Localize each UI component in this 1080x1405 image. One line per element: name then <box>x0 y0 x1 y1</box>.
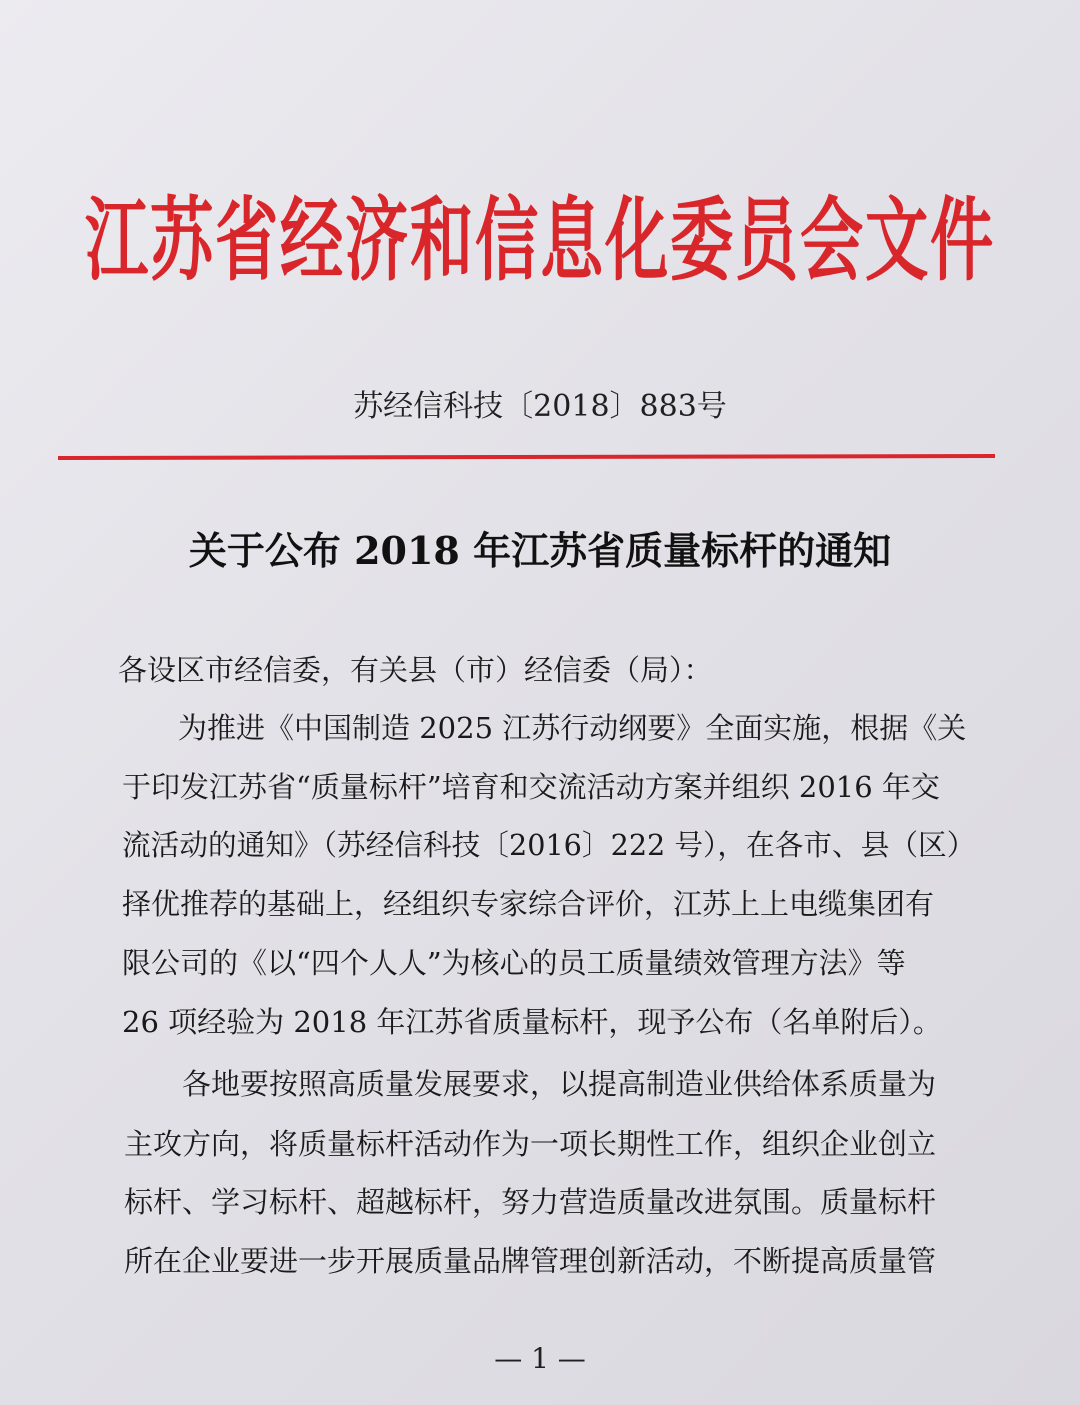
paragraph1-line: 为推进《中国制造 2025 江苏行动纲要》全面实施，根据《关 <box>178 711 967 745</box>
document-number: 苏经信科技〔2018〕883号 <box>353 389 727 424</box>
red-separator-line <box>58 454 995 460</box>
paragraph2-line: 各地要按照高质量发展要求，以提高制造业供给体系质量为 <box>182 1067 937 1101</box>
paragraph1-line: 26 项经验为 2018 年江苏省质量标杆，现予公布（名单附后）。 <box>122 1005 942 1039</box>
salutation: 各设区市经信委，有关县（市）经信委（局）： <box>118 653 713 687</box>
notice-title: 关于公布 2018 年江苏省质量标杆的通知 <box>188 528 892 573</box>
paragraph2-line: 主攻方向，将质量标杆活动作为一项长期性工作，组织企业创立 <box>124 1127 937 1161</box>
paragraph1-line: 限公司的《以“四个人人”为核心的员工质量绩效管理方法》等 <box>122 946 906 980</box>
issuing-authority-header: 江苏省经济和信息化委员会文件 <box>85 188 995 294</box>
paragraph2-line: 所在企业要进一步开展质量品牌管理创新活动，不断提高质量管 <box>124 1244 937 1278</box>
paragraph1-line: 于印发江苏省“质量标杆”培育和交流活动方案并组织 2016 年交 <box>122 770 940 804</box>
page-number: — 1 — <box>494 1342 586 1375</box>
paragraph2-line: 标杆、学习标杆、超越标杆，努力营造质量改进氛围。质量标杆 <box>124 1185 937 1219</box>
paragraph1-line: 流活动的通知》（苏经信科技〔2016〕222 号），在各市、县（区） <box>122 828 976 862</box>
paragraph1-line: 择优推荐的基础上，经组织专家综合评价，江苏上上电缆集团有 <box>122 887 935 921</box>
